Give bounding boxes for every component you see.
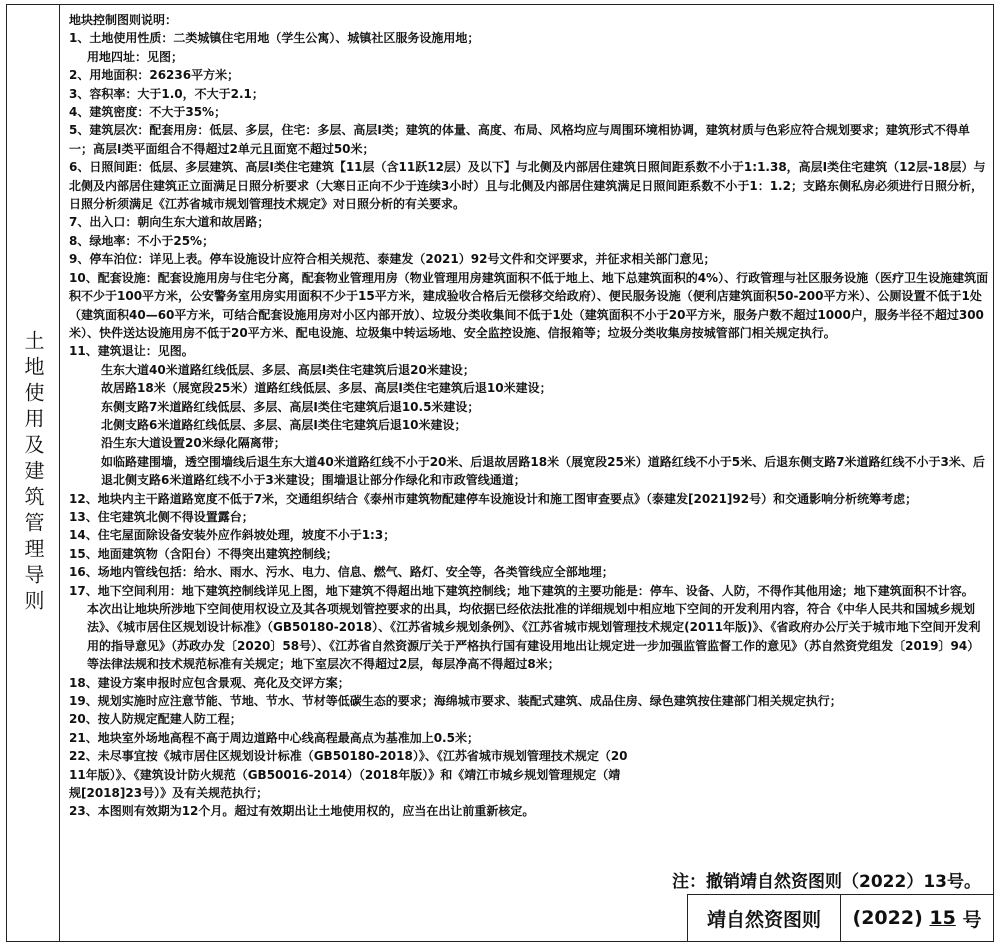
- item-1-boundary: 用地四址：见图；: [87, 49, 184, 64]
- item-15: 15、地面建筑物（含阳台）不得突出建筑控制线；: [69, 546, 338, 561]
- item-19: 19、规划实施时应注意节能、节地、节水、节材等低碳生态的要求；海绵城市要求、装配式建筑、成品住房、绿色建筑按住建部门相关规定执行；: [69, 694, 842, 709]
- item-11-setback-2: 故居路18米（展宽段25米）道路红线低层、多层、高层Ⅰ类住宅建筑后退10米建设；: [101, 381, 552, 396]
- item-9: 9、停车泊位：详见上表。停车设施设计应符合相关规范、泰建发（2021）92号文件和交评要求，并征求相关部门意见；: [69, 252, 716, 267]
- item-2: 2、用地面积：26236平方米；: [69, 68, 240, 83]
- item-17-underground: 本次出让地块所涉地下空间使用权设立及其各项规划管控要求的出具，均依据已经依法批准的详细规划中相应地下空间的开发利用内容，符合《中华人民共和国城乡规划法》、《城市居住区规划设计标准》（GB50180-2018）、《江苏省城乡规划条例》、《江苏省城市规划管理技术规定(2011年版)》、《省政府办公厅关于城市地下空间开发利用的指导意见》（苏政办发〔2020〕58号）、《江苏省自然资源厅关于严格执行国有建设用地出让规定进一步加强监管监督工作的意见》（苏自然资党组发〔2019〕94）等法律法规和技术规范标准有关规定；地下室层次不得超过2层，每层净高不得超过8米；: [87, 602, 981, 672]
- item-11-wall: 如临路建围墙，透空围墙线后退生东大道40米道路红线不小于20米、后退故居路18米（展宽段25米）道路红线不小于5米、后退东侧支路7米道路红线不小于3米、后退北侧支路6米道路红线不小于3米建设；围墙退让部分作绿化和市政管线通道；: [101, 454, 985, 488]
- side-title: 土地使用及建筑管理导则: [21, 330, 45, 616]
- item-20: 20、按人防规定配建人防工程；: [69, 712, 242, 727]
- item-11-setback-3: 东侧支路7米道路红线低层、多层、高层Ⅰ类住宅建筑后退10.5米建设；: [101, 399, 480, 414]
- item-13: 13、住宅建筑北侧不得设置露台；: [69, 509, 254, 524]
- item-21: 21、地块室外场地高程不高于周边道路中心线高程最高点为基准加上0.5米；: [69, 730, 479, 745]
- item-14: 14、住宅屋面除设备安装外应作斜坡处理，坡度不小于1:3；: [69, 528, 396, 543]
- item-4: 4、建筑密度：不大于35%；: [69, 105, 227, 120]
- item-12: 12、地块内主干路道路宽度不低于7米，交通组织结合《泰州市建筑物配建停车设施设计和施工图审查要点》（泰建发[2021]92号）和交通影响分析统筹考虑；: [69, 491, 918, 506]
- item-3: 3、容积率：大于1.0，不大于2.1；: [69, 86, 264, 101]
- item-6: 6、日照间距：低层、多层建筑、高层Ⅰ类住宅建筑【11层（含11跃12层）及以下】与北侧及内部居住建筑日照间距系数不小于1:1.38，高层Ⅰ类住宅建筑（12层-18层）与北侧及内部居住建筑正立面满足日照分析要求（大寒日正向不少于连续3小时）且与北侧及内部居住建筑满足日照间距系数不小于1：1.2；支路东侧私房必须进行日照分析，日照分析须满足《江苏省城市规划管理技术规定》对日照分析的有关要求。: [69, 160, 986, 212]
- item-17: 17、地下空间利用：地下建筑控制线详见上图，地下建筑不得超出地下建筑控制线；地下建筑的主要功能是：停车、设备、人防，不得作其他用途；地下建筑面积不计容。: [69, 583, 974, 598]
- item-10: 10、配套设施：配套设施用房与住宅分离，配套物业管理用房（物业管理用房建筑面积不低于地上、地下总建筑面积的4%）、行政管理与社区服务设施（医疗卫生设施建筑面积不少于100平方米，公安警务室用房实用面积不少于15平方米，建成验收合格后无偿移交给政府）、便民服务设施（便利店建筑面积50-200平方米）、公厕设置不低于1处（建筑面积40—60平方米，可结合配套设施用房对小区内部开放）、垃圾分类收集间不低于1处（建筑面积不小于20平方米，服务户数不超过1000户，服务半径不超过300米）、快件送达设施用房不低于20平方米、配电设施、垃圾集中转运场地、安全监控设施、信报箱等；垃圾分类收集房按城管部门相关规定执行。: [69, 270, 989, 340]
- item-11: 11、建筑退让：见图。: [69, 344, 194, 359]
- regulation-text: [69, 11, 991, 939]
- item-1: 1、土地使用性质：二类城镇住宅用地（学生公寓）、城镇社区服务设施用地；: [69, 31, 480, 46]
- item-11-setback-4: 北侧支路6米道路红线低层、多层、高层Ⅰ类住宅建筑后退10米建设；: [101, 417, 467, 432]
- document-serial: 15: [929, 907, 956, 929]
- item-16: 16、场地内管线包括：给水、雨水、污水、电力、信息、燃气、路灯、安全等，各类管线应全部地埋；: [69, 565, 614, 580]
- item-7: 7、出入口：朝向生东大道和故居路；: [69, 215, 270, 230]
- document-number: [841, 895, 993, 941]
- item-11-setback-1: 生东大道40米道路红线低层、多层、高层Ⅰ类住宅建筑后退20米建设；: [101, 362, 475, 377]
- regulation-sheet: [6, 4, 994, 942]
- item-22: 22、未尽事宜按《城市居住区规划设计标准（GB50180-2018）》、《江苏省城市规划管理技术规定（2011年版）》、《建筑设计防火规范（GB50016-2014）（2018年版）》和《靖江市城乡规划管理规定（靖规[2018]23号）》及有关规范执行；: [69, 749, 628, 801]
- item-11-greenbelt: 沿生东大道设置20米绿化隔离带；: [101, 436, 286, 451]
- revocation-note: 注：撤销靖自然资图则（2022）13号。: [672, 872, 981, 892]
- side-title-cell: [7, 5, 60, 941]
- document-suffix: 号: [962, 908, 982, 931]
- heading: 地块控制图则说明：: [69, 13, 178, 27]
- item-8: 8、绿地率：不小于25%；: [69, 233, 215, 248]
- item-5: 5、建筑层次：配套用房：低层、多层，住宅：多层、高层Ⅰ类；建筑的体量、高度、布局、风格均应与周围环境相协调，建筑材质与色彩应符合规划要求；建筑形式不得单一；高层Ⅰ类平面组合不得超过2单元且面宽不超过50米；: [69, 123, 970, 156]
- item-18: 18、建设方案申报时应包含景观、亮化及交评方案；: [69, 675, 350, 690]
- document-number-box: [687, 894, 993, 941]
- document-label: 靖自然资图则: [688, 895, 841, 941]
- document-year: (2022): [852, 907, 923, 929]
- item-23: 23、本图则有效期为12个月。超过有效期出让土地使用权的，应当在出让前重新核定。: [69, 804, 535, 819]
